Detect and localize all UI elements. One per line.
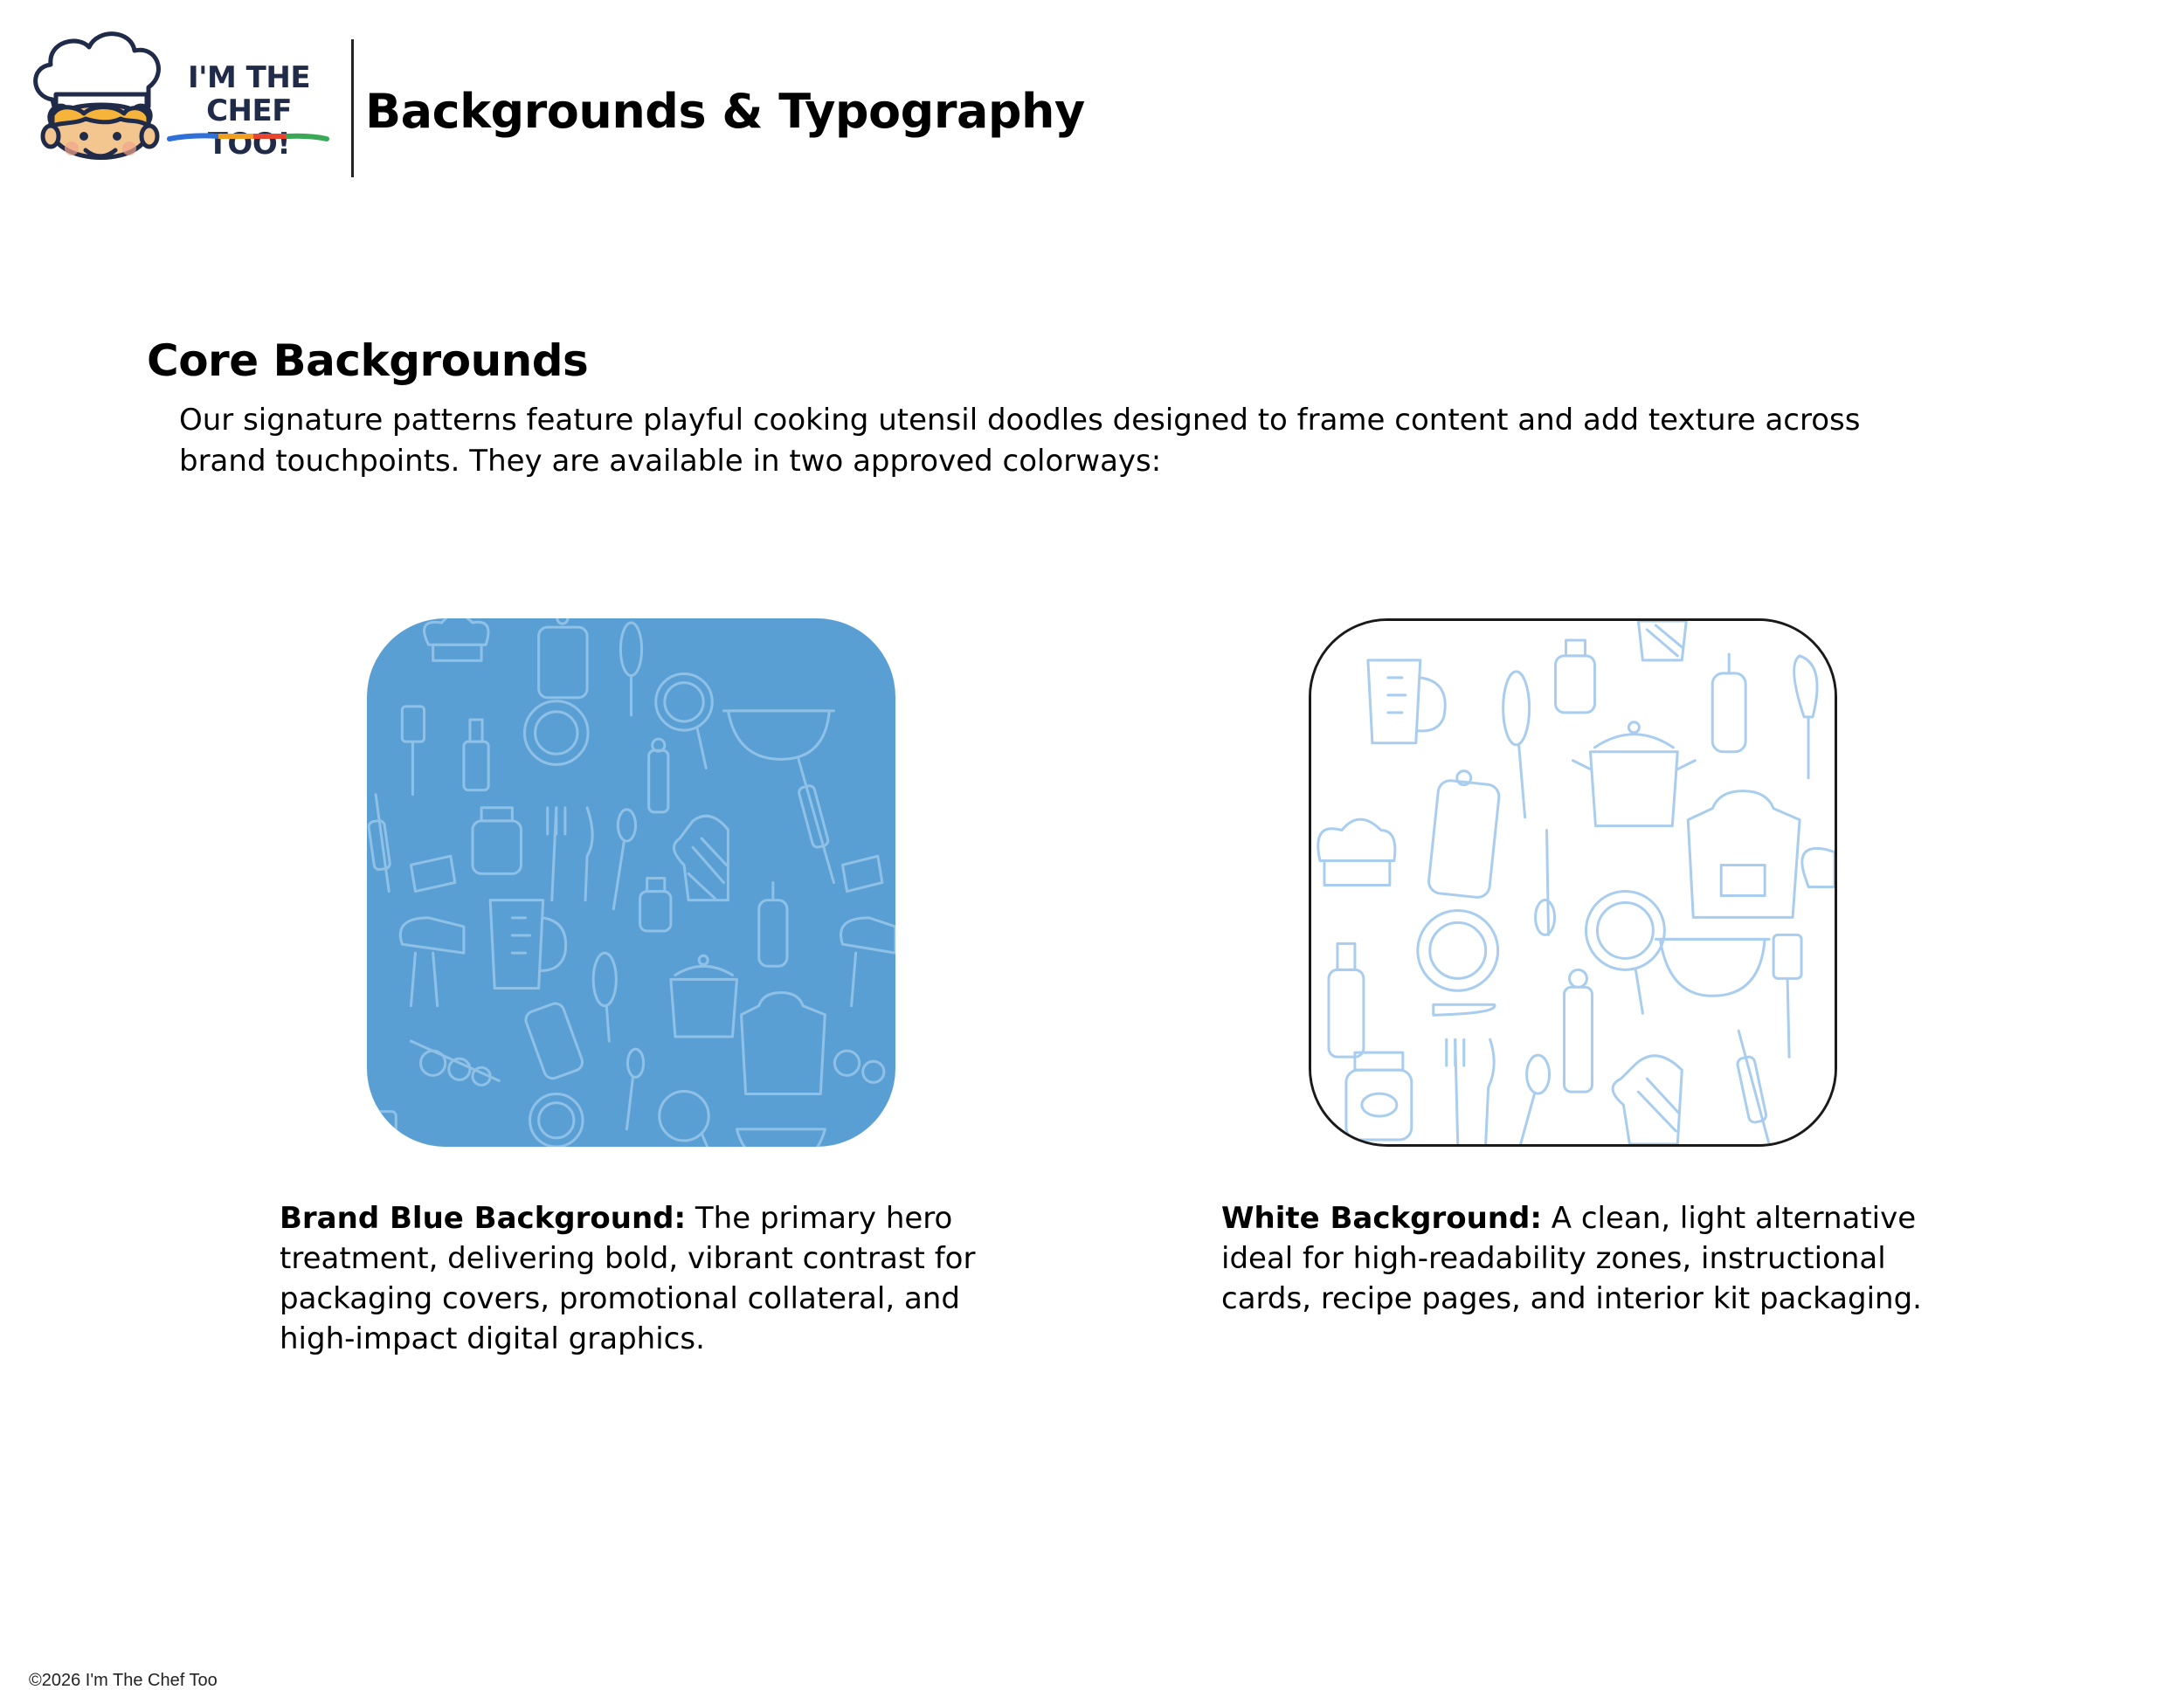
header-divider bbox=[351, 39, 354, 177]
brand-blue-caption bbox=[280, 1198, 978, 1359]
brand-rainbow-stripe bbox=[166, 133, 330, 141]
white-description: A clean, light alternative ideal for high-readability zones, instructional cards, recipe pages, and interior kit packaging. bbox=[1221, 1201, 1922, 1316]
white-caption bbox=[1221, 1198, 1938, 1319]
utensil-pattern-white bbox=[1311, 621, 1835, 1144]
section-title: Core Backgrounds bbox=[147, 335, 589, 386]
brand-blue-swatch bbox=[367, 618, 895, 1147]
section-intro: Our signature patterns feature playful cooking utensil doodles designed to frame content and add texture across brand touchpoints. They are available in two approved colorways: bbox=[179, 403, 1861, 479]
page-title: Backgrounds & Typography bbox=[365, 84, 1085, 139]
brand-blue-label: Brand Blue Background: bbox=[280, 1201, 687, 1236]
white-label: White Background: bbox=[1221, 1201, 1542, 1236]
utensil-pattern-blue bbox=[367, 618, 895, 1147]
chef-mascot-icon bbox=[26, 19, 170, 181]
white-swatch bbox=[1309, 618, 1837, 1147]
brand-blue-description: The primary hero treatment, delivering bold, vibrant contrast for packaging covers, promotional collateral, and high-impact digital graphics. bbox=[280, 1201, 976, 1356]
brand-name-line1: I'M THE bbox=[187, 60, 311, 95]
brand-wordmark bbox=[162, 61, 336, 161]
brand-name-line2: CHEF TOO! bbox=[206, 93, 292, 162]
footer-copyright: ©2026 I'm The Chef Too bbox=[29, 1671, 218, 1690]
